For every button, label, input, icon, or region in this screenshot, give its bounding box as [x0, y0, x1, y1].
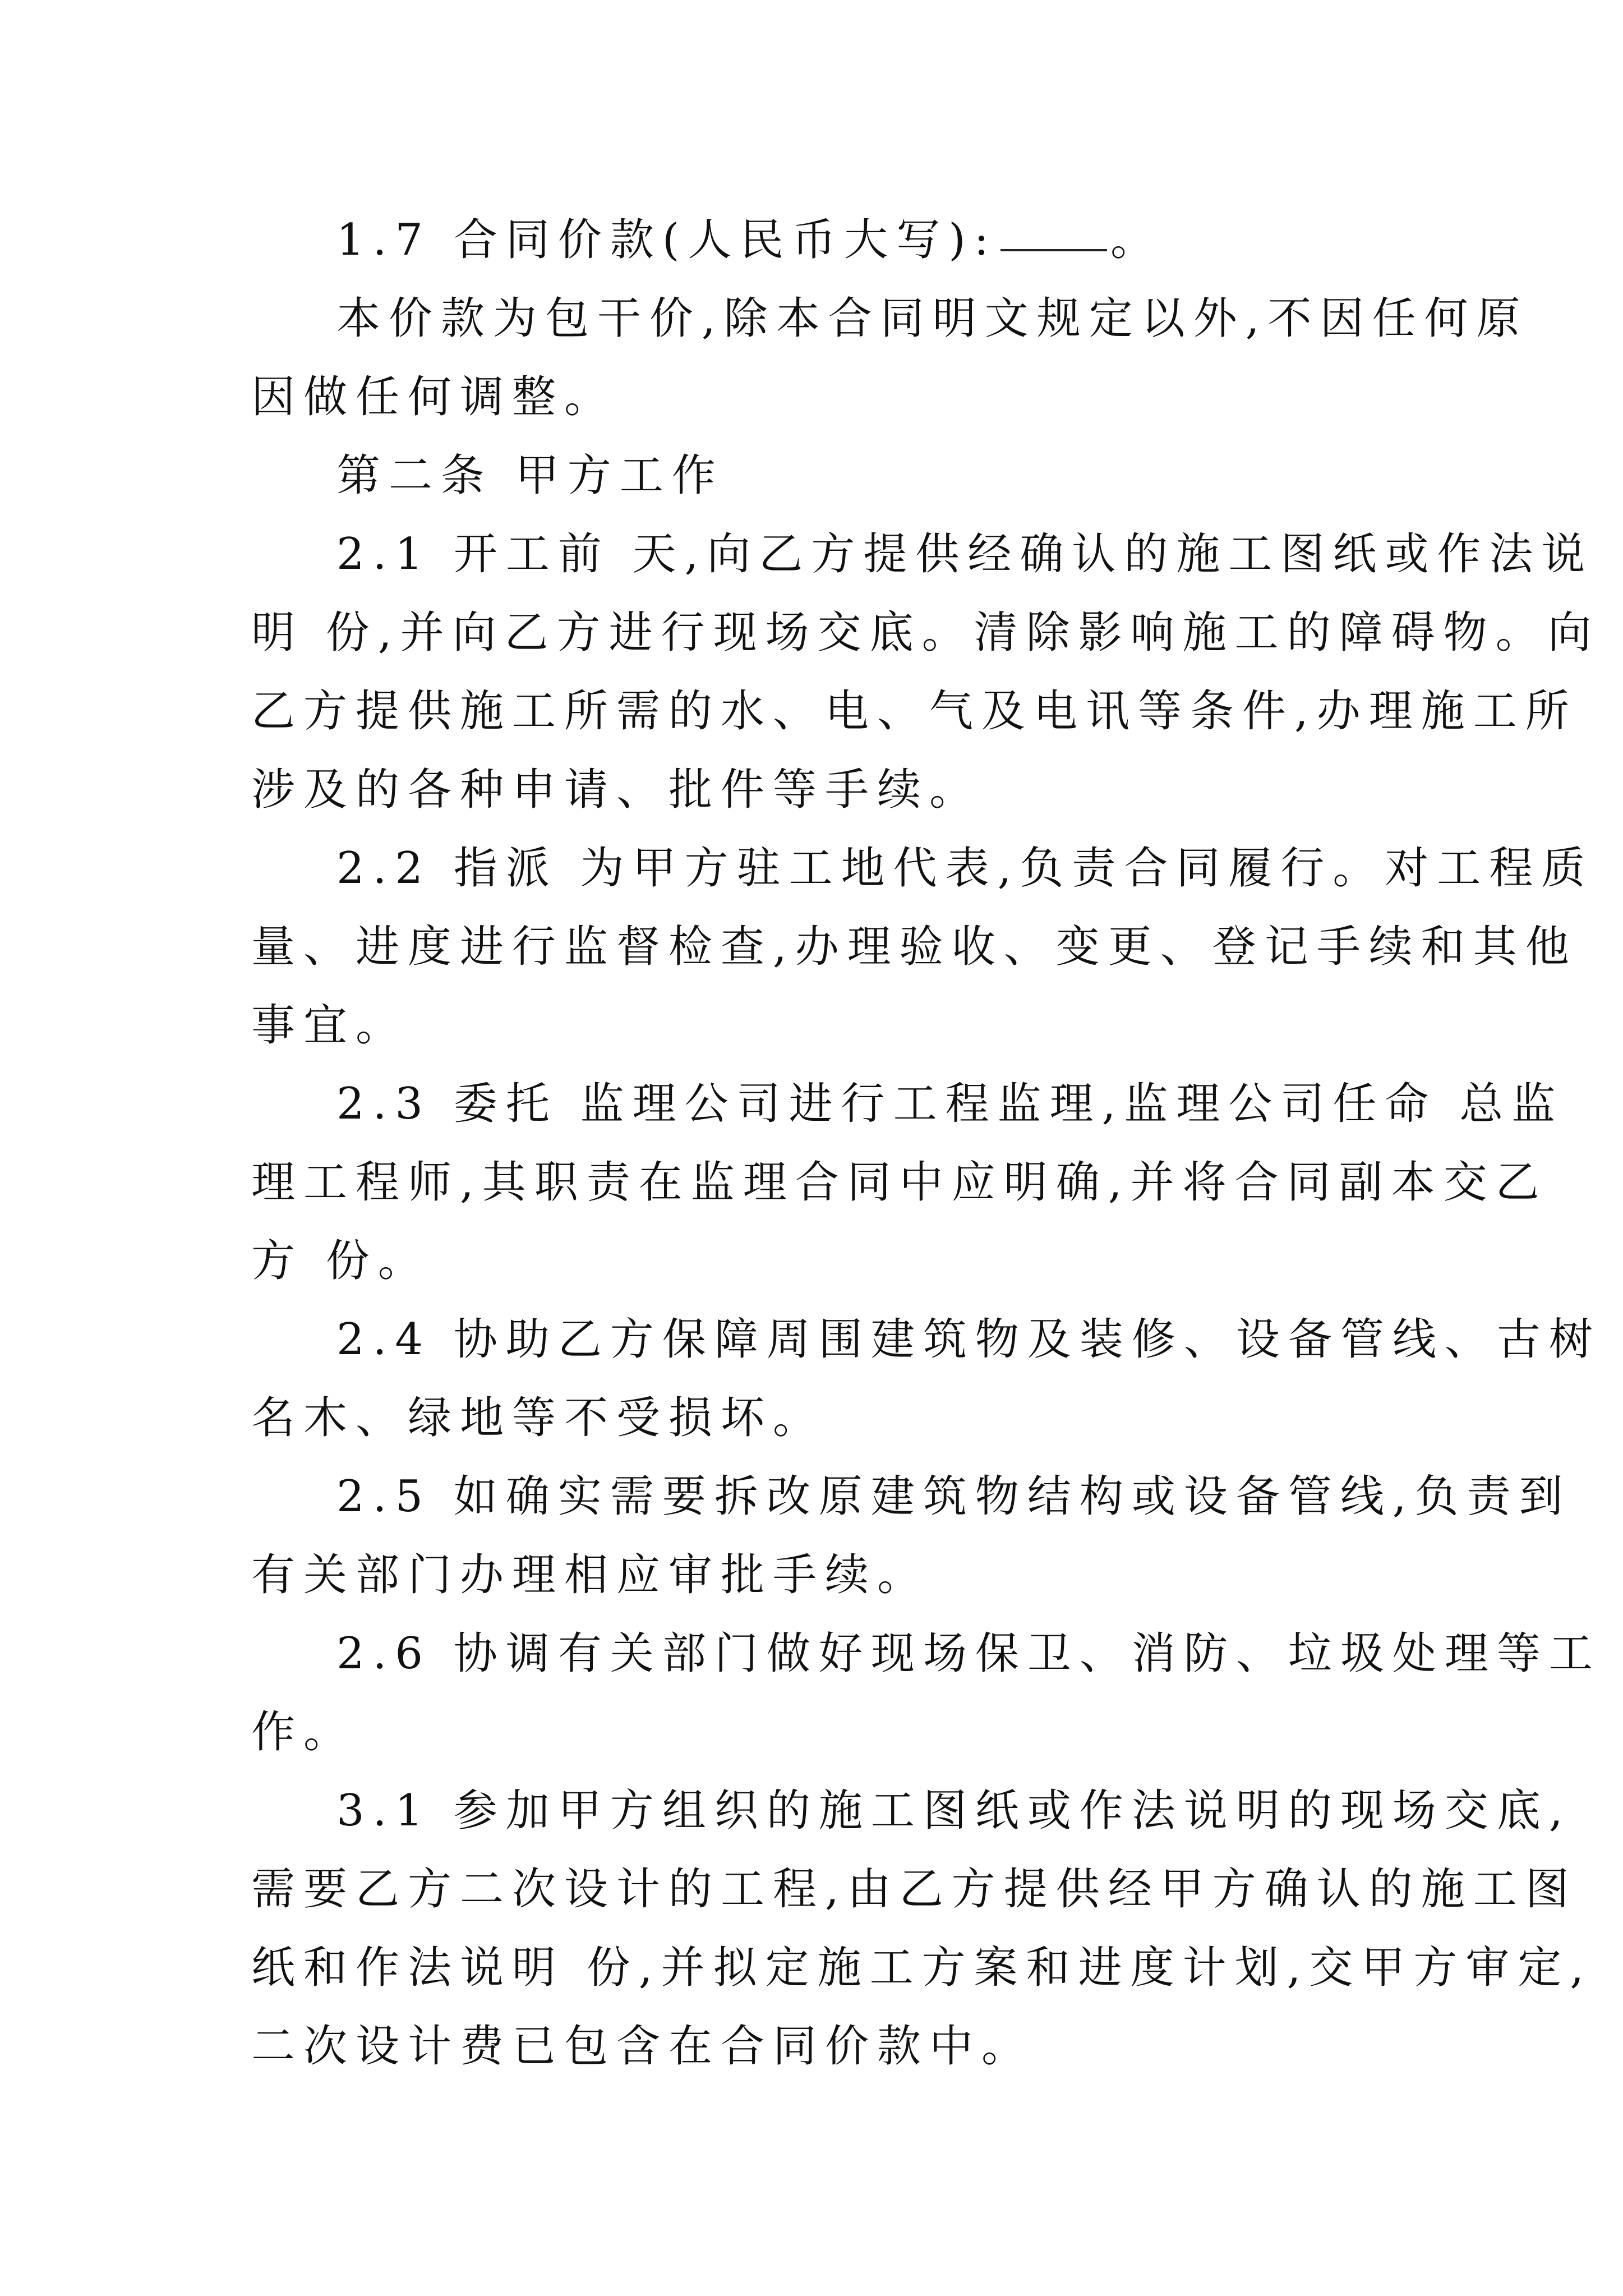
paragraph-line: 明 份,并向乙方进行现场交底。清除影响施工的障碍物。向 [251, 608, 1600, 658]
paragraph-line: 本价款为包干价,除本合同明文规定以外,不因任何原 [336, 293, 1529, 344]
paragraph-line: 理工程师,其职责在监理合同中应明确,并将合同副本交乙 [251, 1157, 1548, 1208]
paragraph-line: 3.1 参加甲方组织的施工图纸或作法说明的现场交底, [336, 1786, 1571, 1836]
paragraph-line [336, 212, 1163, 268]
blank-underline [1000, 249, 1107, 251]
paragraph-line: 涉及的各种申请、批件等手续。 [251, 765, 982, 815]
paragraph-line: 需要乙方二次设计的工程,由乙方提供经甲方确认的施工图 [251, 1864, 1578, 1915]
paragraph-line: 名木、绿地等不受损坏。 [251, 1393, 826, 1443]
paragraph-line: 2.5 如确实需要拆改原建筑物结构或设备管线,负责到 [336, 1471, 1571, 1522]
paragraph-line: 事宜。 [251, 1000, 408, 1051]
paragraph-line: 2.6 协调有关部门做好现场保卫、消防、垃圾处理等工 [336, 1628, 1601, 1679]
paragraph-line: 因做任何调整。 [251, 372, 617, 422]
paragraph-line: 方 份。 [251, 1236, 430, 1286]
paragraph-line: 2.1 开工前 天,向乙方提供经确认的施工图纸或作法说 [336, 529, 1594, 579]
contract-price-end: 。 [1110, 215, 1163, 265]
paragraph-line: 有关部门办理相应审批手续。 [251, 1550, 930, 1600]
paragraph-line: 作。 [251, 1707, 356, 1757]
contract-price-label: 1.7 合同价款(人民币大写): [336, 215, 997, 265]
paragraph-line: 乙方提供施工所需的水、电、气及电讯等条件,办理施工所 [251, 686, 1578, 737]
paragraph-line: 2.2 指派 为甲方驻工地代表,负责合同履行。对工程质 [336, 843, 1594, 894]
paragraph-line: 2.3 委托 监理公司进行工程监理,监理公司任命 总监 [336, 1079, 1564, 1129]
paragraph-line: 纸和作法说明 份,并拟定施工方案和进度计划,交甲方审定, [251, 1943, 1593, 1993]
paragraph-line: 量、进度进行监督检查,办理验收、变更、登记手续和其他 [251, 922, 1578, 972]
section-heading: 第二条 甲方工作 [336, 450, 724, 501]
paragraph-line: 二次设计费已包含在合同价款中。 [251, 2021, 1034, 2072]
paragraph-line: 2.4 协助乙方保障周围建筑物及装修、设备管线、古树 [336, 1314, 1601, 1365]
